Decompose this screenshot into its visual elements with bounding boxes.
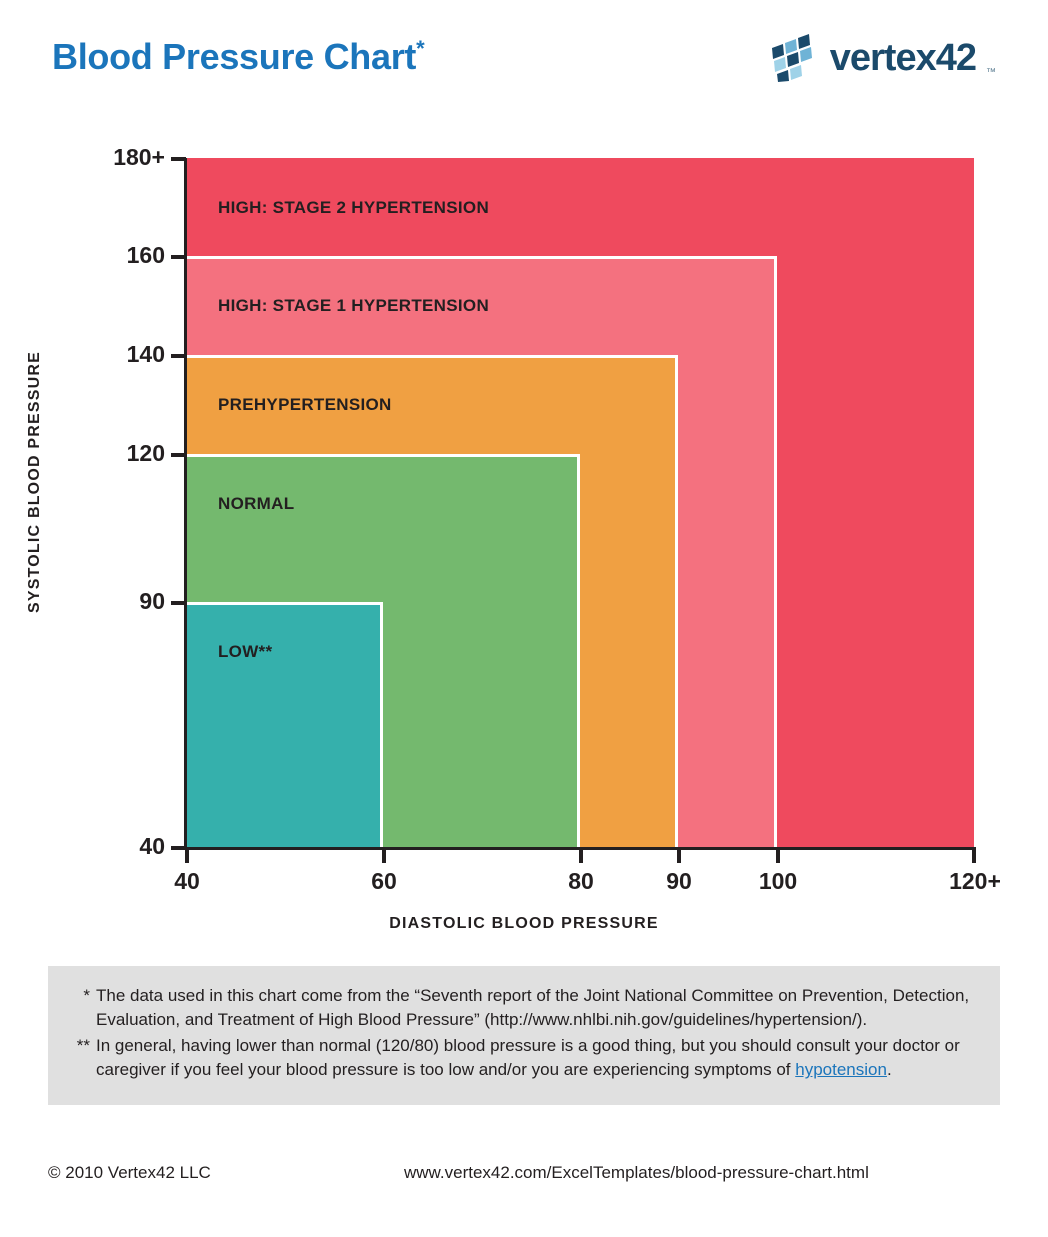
footnote-2	[68, 1034, 980, 1082]
site-url-text[interactable]: www.vertex42.com/ExcelTemplates/blood-pressure-chart.html	[404, 1163, 869, 1182]
footnote-1	[68, 984, 980, 1032]
y-tick-90	[171, 601, 186, 605]
copyright-text: © 2010 Vertex42 LLC	[48, 1163, 211, 1182]
x-tick-90	[677, 849, 681, 863]
footnote-1-text: The data used in this chart come from the “Seventh report of the Joint National Committee on Prevention, Detection, Evaluation, and Treatment of High Blood Pressure” (http://www.nhlbi.nih.gov/guidelines/hypertension/).	[96, 986, 970, 1030]
x-tick-label-80: 80	[568, 868, 594, 894]
y-tick-label-140: 140	[126, 341, 165, 367]
y-axis-title: SYSTOLIC BLOOD PRESSURE	[26, 351, 43, 614]
page-title	[52, 36, 424, 78]
band-low	[186, 602, 383, 848]
footnote-2-text-before: In general, having lower than normal (120/80) blood pressure is a good thing, but you should consult your doctor or caregiver if you feel your blood pressure is too low and/or you are experiencing symptoms of	[96, 1036, 960, 1080]
page-title-footnote-mark: *	[416, 36, 425, 61]
x-tick-label-90: 90	[666, 868, 692, 894]
x-tick-40	[185, 849, 189, 863]
logo-wordmark: vertex42	[829, 37, 976, 79]
x-tick-60	[382, 849, 386, 863]
logo-mark-icon	[766, 34, 820, 82]
logo-trademark: ™	[986, 67, 996, 78]
x-tick-label-120: 120+	[949, 868, 1001, 894]
y-tick-180	[171, 157, 186, 161]
band-label-stage1: HIGH: STAGE 1 HYPERTENSION	[218, 296, 490, 315]
x-tick-80	[579, 849, 583, 863]
page-header	[0, 0, 1048, 118]
footnote-1-mark: *	[83, 986, 90, 1005]
footnotes-panel	[48, 966, 1000, 1105]
band-label-low: LOW**	[218, 642, 273, 661]
x-tick-label-60: 60	[371, 868, 397, 894]
y-tick-160	[171, 255, 186, 259]
y-tick-label-120: 120	[126, 440, 165, 466]
x-tick-100	[776, 849, 780, 863]
footnote-2-text-after: .	[886, 1060, 892, 1080]
y-axis-line	[184, 158, 187, 850]
y-tick-label-90: 90	[139, 588, 165, 614]
footnote-2-text	[96, 1034, 980, 1082]
y-tick-40	[171, 846, 186, 850]
vertex42-logo[interactable]	[766, 30, 996, 86]
plot-area	[186, 158, 974, 848]
x-axis-title: DIASTOLIC BLOOD PRESSURE	[389, 915, 659, 932]
y-tick-140	[171, 354, 186, 358]
blood-pressure-chart	[0, 118, 1048, 948]
band-label-prehypertension: PREHYPERTENSION	[218, 395, 392, 414]
x-tick-label-40: 40	[174, 868, 200, 894]
page-footer	[0, 1163, 1048, 1203]
band-label-normal: NORMAL	[218, 494, 295, 513]
y-tick-label-180: 180+	[113, 144, 165, 170]
x-tick-120	[972, 849, 976, 863]
hypotension-link[interactable]: hypotension	[795, 1060, 887, 1080]
footnote-2-mark: **	[76, 1036, 90, 1056]
page-title-text: Blood Pressure Chart	[52, 36, 417, 77]
y-tick-label-40: 40	[139, 833, 165, 859]
band-label-stage2: HIGH: STAGE 2 HYPERTENSION	[218, 198, 490, 217]
y-tick-120	[171, 453, 186, 457]
x-tick-label-100: 100	[758, 868, 798, 894]
y-tick-label-160: 160	[126, 242, 165, 268]
